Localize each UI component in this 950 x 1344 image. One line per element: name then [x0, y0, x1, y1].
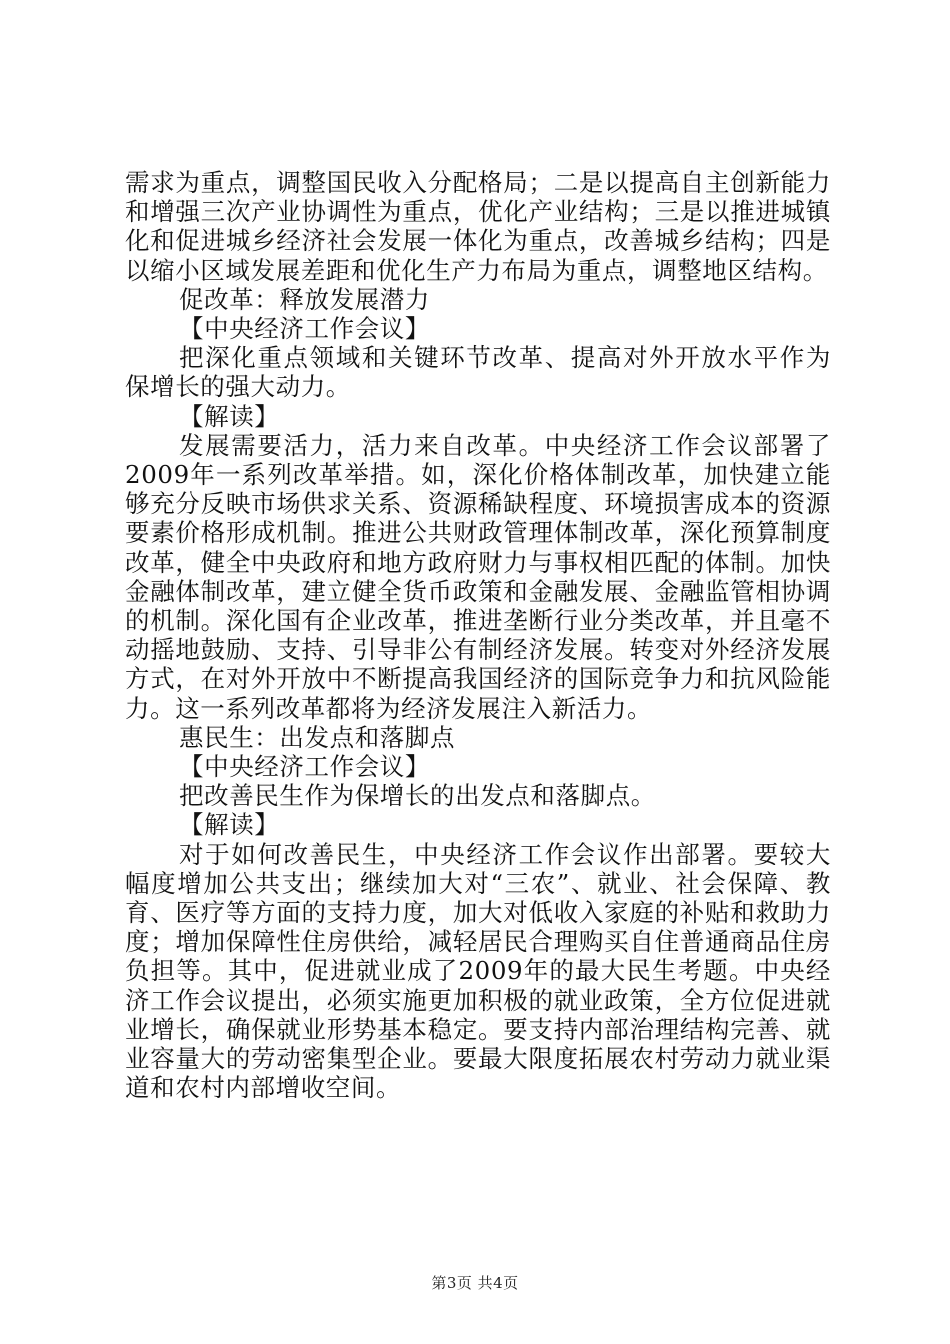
- source-label-conference: 【中央经济工作会议】: [179, 314, 430, 344]
- source-label-conference: 【中央经济工作会议】: [179, 752, 430, 782]
- source-label-interpretation: 【解读】: [179, 401, 280, 431]
- paragraph-reform-statement: 把深化重点领域和关键环节改革、提高对外开放水平作为保增长的强大动力。: [125, 343, 831, 402]
- section-heading-livelihood: 惠民生：出发点和落脚点: [179, 722, 456, 752]
- source-label-interpretation: 【解读】: [179, 810, 280, 840]
- paragraph-continuation: 需求为重点，调整国民收入分配格局；二是以提高自主创新能力和增强三次产业协调性为重点，优化产业结构；三是以推进城镇化和促进城乡经济社会发展一体化为重点，改善城乡结构；四是以缩小区域发展差距和优化生产力布局为重点，调整地区结构。: [125, 168, 831, 285]
- paragraph-livelihood-interpretation: 对于如何改善民生，中央经济工作会议作出部署。要较大幅度增加公共支出；继续加大对“三农”、就业、社会保障、教育、医疗等方面的支持力度，加大对低收入家庭的补贴和救助力度；增加保障性住房供给，减轻居民合理购买自住普通商品住房负担等。其中，促进就业成了2009年的最大民生考题。中央经济工作会议提出，必须实施更加积极的就业政策，全方位促进就业增长，确保就业形势基本稳定。要支持内部治理结构完善、就业容量大的劳动密集型企业。要最大限度拓展农村劳动力就业渠道和农村内部增收空间。: [125, 839, 831, 1103]
- paragraph-reform-interpretation: 发展需要活力，活力来自改革。中央经济工作会议部署了2009年一系列改革举措。如，深化价格体制改革，加快建立能够充分反映市场供求关系、资源稀缺程度、环境损害成本的资源要素价格形成机制。推进公共财政管理体制改革，深化预算制度改革，健全中央政府和地方政府财力与事权相匹配的体制。加快金融体制改革，建立健全货币政策和金融发展、金融监管相协调的机制。深化国有企业改革，推进垄断行业分类改革，并且毫不动摇地鼓励、支持、引导非公有制经济发展。转变对外经济发展方式，在对外开放中不断提高我国经济的国际竞争力和抗风险能力。这一系列改革都将为经济发展注入新活力。: [125, 430, 831, 723]
- section-heading-reform: 促改革：释放发展潜力: [179, 284, 430, 314]
- page-number-footer: 第3页 共4页: [431, 1274, 519, 1292]
- paragraph-livelihood-statement: 把改善民生作为保增长的出发点和落脚点。: [179, 781, 656, 811]
- document-body: [125, 168, 831, 1103]
